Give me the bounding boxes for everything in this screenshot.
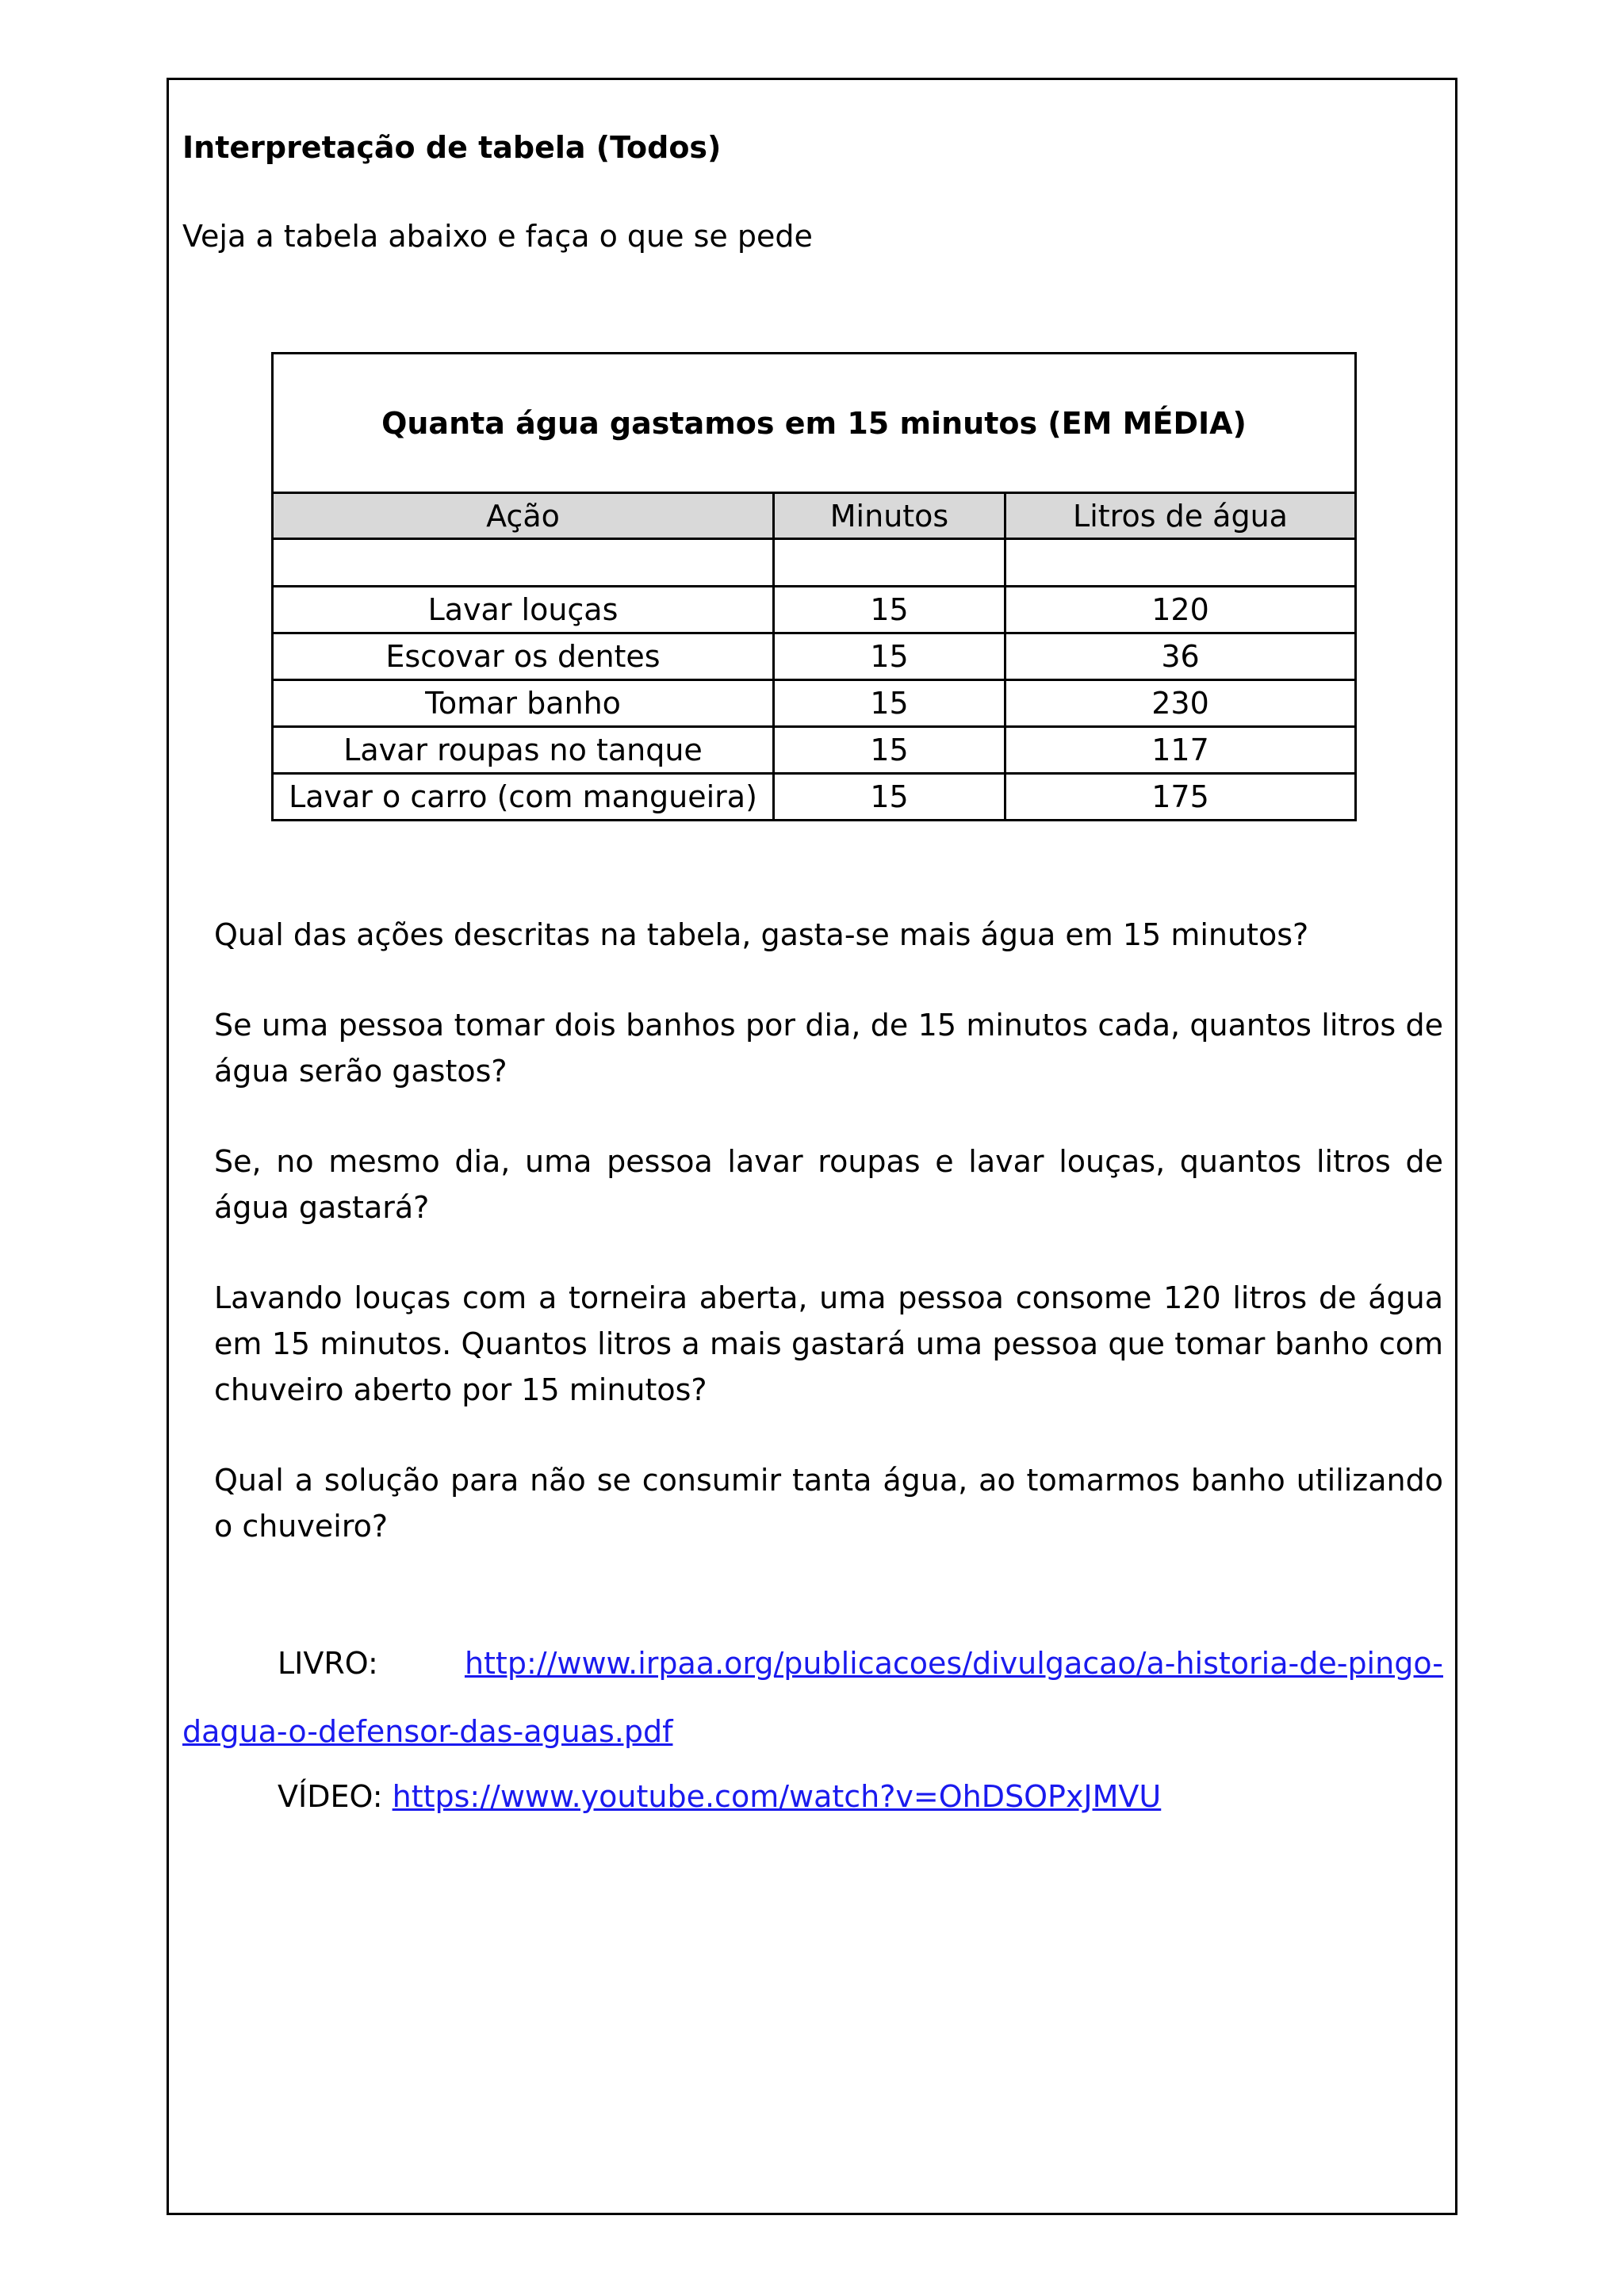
video-label: VÍDEO: [278, 1779, 383, 1814]
question-5: Qual a solução para não se consumir tanta água, ao tomarmos banho utilizando o chuveiro? [214, 1463, 1443, 1544]
table-cell-acao: Lavar o carro (com mangueira) [273, 774, 774, 821]
table-cell-minutos: 15 [774, 680, 1005, 727]
table-cell [273, 539, 774, 587]
worksheet-heading: Interpretação de tabela (Todos) [182, 130, 722, 165]
table-cell-acao: Tomar banho [273, 680, 774, 727]
intro-instruction: Veja a tabela abaixo e faça o que se pede [182, 219, 813, 254]
book-reference-continued [182, 1714, 672, 1749]
table-cell-minutos: 15 [774, 774, 1005, 821]
table-cell-acao: Lavar roupas no tanque [273, 727, 774, 774]
question-1: Qual das ações descritas na tabela, gasta-se mais água em 15 minutos? [214, 917, 1309, 952]
question-4: Lavando louças com a torneira aberta, uma pessoa consome 120 litros de água em 15 minutos. Quantos litros a mais gastará uma pessoa que tomar banho com chuveiro aberto por 15 minutos? [214, 1280, 1443, 1407]
table-cell-litros: 120 [1005, 587, 1356, 633]
table-cell-acao: Escovar os dentes [273, 633, 774, 680]
question-list [214, 912, 1443, 1594]
book-label: LIVRO: [278, 1646, 378, 1681]
table-row [273, 633, 1356, 680]
table-row [273, 727, 1356, 774]
table-cell-minutos: 15 [774, 587, 1005, 633]
table-cell-litros: 117 [1005, 727, 1356, 774]
book-link-continued[interactable]: dagua-o-defensor-das-aguas.pdf [182, 1714, 673, 1749]
book-reference [278, 1646, 1443, 1681]
table-row [273, 680, 1356, 727]
video-reference [278, 1779, 1161, 1814]
table-cell-minutos: 15 [774, 633, 1005, 680]
table-row [273, 587, 1356, 633]
question-2: Se uma pessoa tomar dois banhos por dia, de 15 minutos cada, quantos litros de água serão gastos? [214, 1008, 1443, 1089]
table-cell-acao: Lavar louças [273, 587, 774, 633]
table-row [273, 774, 1356, 821]
question-3: Se, no mesmo dia, uma pessoa lavar roupas e lavar louças, quantos litros de água gastará? [214, 1144, 1443, 1225]
table-cell-minutos: 15 [774, 727, 1005, 774]
table-cell [774, 539, 1005, 587]
table-caption: Quanta água gastamos em 15 minutos (EM MÉDIA) [273, 354, 1356, 493]
table-cell-litros: 175 [1005, 774, 1356, 821]
column-header-minutos: Minutos [774, 493, 1005, 539]
column-header-acao: Ação [273, 493, 774, 539]
table-cell-litros: 36 [1005, 633, 1356, 680]
table-cell-litros: 230 [1005, 680, 1356, 727]
column-header-litros: Litros de água [1005, 493, 1356, 539]
book-link[interactable]: http://www.irpaa.org/publicacoes/divulgacao/a-historia-de-pingo- [464, 1646, 1443, 1681]
table-row-empty [273, 539, 1356, 587]
water-usage-table [271, 352, 1357, 821]
table-cell [1005, 539, 1356, 587]
video-link[interactable]: https://www.youtube.com/watch?v=OhDSOPxJMVU [392, 1779, 1162, 1814]
